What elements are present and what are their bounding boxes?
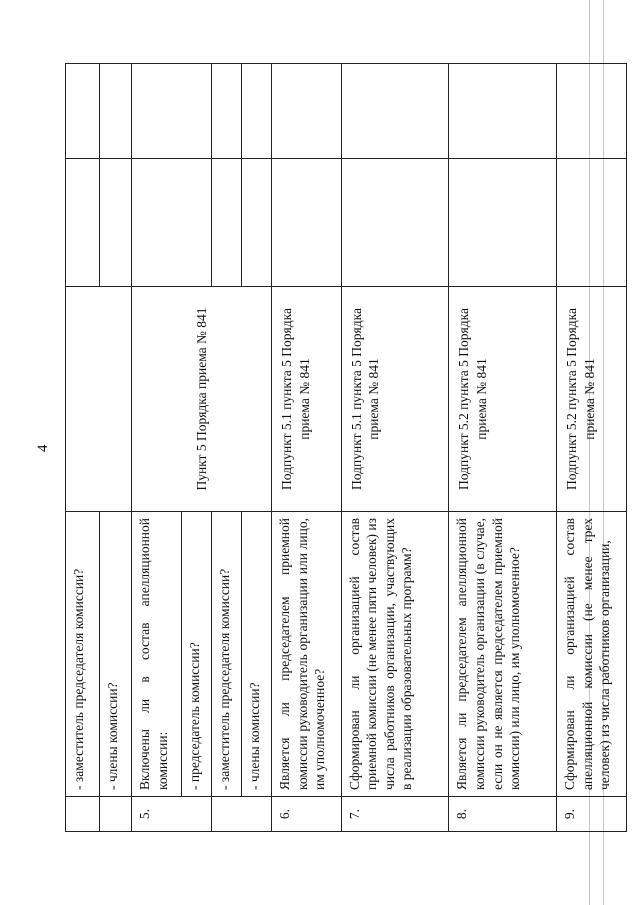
row-number [99, 797, 132, 832]
row-number: 7. [341, 797, 449, 832]
question-text: - председатель комиссии? [181, 512, 211, 797]
table-row [66, 64, 100, 832]
note-cell [212, 64, 242, 159]
row-number: 5. [132, 797, 212, 832]
answer-cell [272, 159, 341, 287]
note-cell [99, 64, 132, 159]
answer-cell [449, 159, 557, 287]
note-cell [449, 64, 557, 159]
note-cell [66, 64, 100, 159]
table-row [341, 64, 449, 832]
rotated-page-content [65, 64, 627, 832]
answer-cell [66, 159, 100, 287]
requirement-reference: Подпункт 5.2 пункта 5 Порядка приема № 841 [557, 287, 627, 512]
note-cell [272, 64, 341, 159]
row-number: 6. [272, 797, 341, 832]
row-number [212, 797, 272, 832]
table-row [449, 64, 557, 832]
question-text: - члены комиссии? [99, 512, 132, 797]
answer-cell [99, 159, 132, 287]
note-cell [242, 64, 272, 159]
requirement-reference: Подпункт 5.2 пункта 5 Порядка приема № 841 [449, 287, 557, 512]
row-number: 8. [449, 797, 557, 832]
table-row [557, 64, 627, 832]
question-text: Сформирован ли организацией состав приемной комиссии (не менее пяти человек) из числа работников организации, участвующих в реализации образовательных программ? [341, 512, 449, 797]
answer-cell [132, 159, 212, 287]
requirement-reference: Подпункт 5.1 пункта 5 Порядка приема № 841 [341, 287, 449, 512]
table-row [272, 64, 341, 832]
question-text: Включены ли в состав апелляционной комиссии: [132, 512, 182, 797]
note-cell [132, 64, 212, 159]
answer-cell [242, 159, 272, 287]
requirement-reference: Пункт 5 Порядка приема № 841 [132, 287, 272, 512]
requirement-reference: Подпункт 5.1 пункта 5 Порядка приема № 841 [272, 287, 341, 512]
answer-cell [341, 159, 449, 287]
row-number [66, 797, 100, 832]
requirement-reference [66, 287, 132, 512]
question-text: - заместитель председателя комиссии? [66, 512, 100, 797]
page-number: 4 [35, 444, 51, 452]
note-cell [557, 64, 627, 159]
question-text: Является ли председателем апелляционной комиссии руководитель организации (в случае, если он не является председателем приемной комиссии) или лицо, им уполномоченное? [449, 512, 557, 797]
question-text: Является ли председателем приемной комиссии руководитель организации или лицо, им уполномоченное? [272, 512, 341, 797]
answer-cell [557, 159, 627, 287]
question-text: - члены комиссии? [242, 512, 272, 797]
row-number: 9. [557, 797, 627, 832]
question-text: - заместитель председателя комиссии? [212, 512, 242, 797]
answer-cell [212, 159, 242, 287]
question-text: Сформирован ли организацией состав апелляционной комиссии (не менее трех человек) из числа работников организации, [557, 512, 627, 797]
note-cell [341, 64, 449, 159]
table-row [132, 64, 182, 832]
checklist-table [65, 63, 627, 832]
